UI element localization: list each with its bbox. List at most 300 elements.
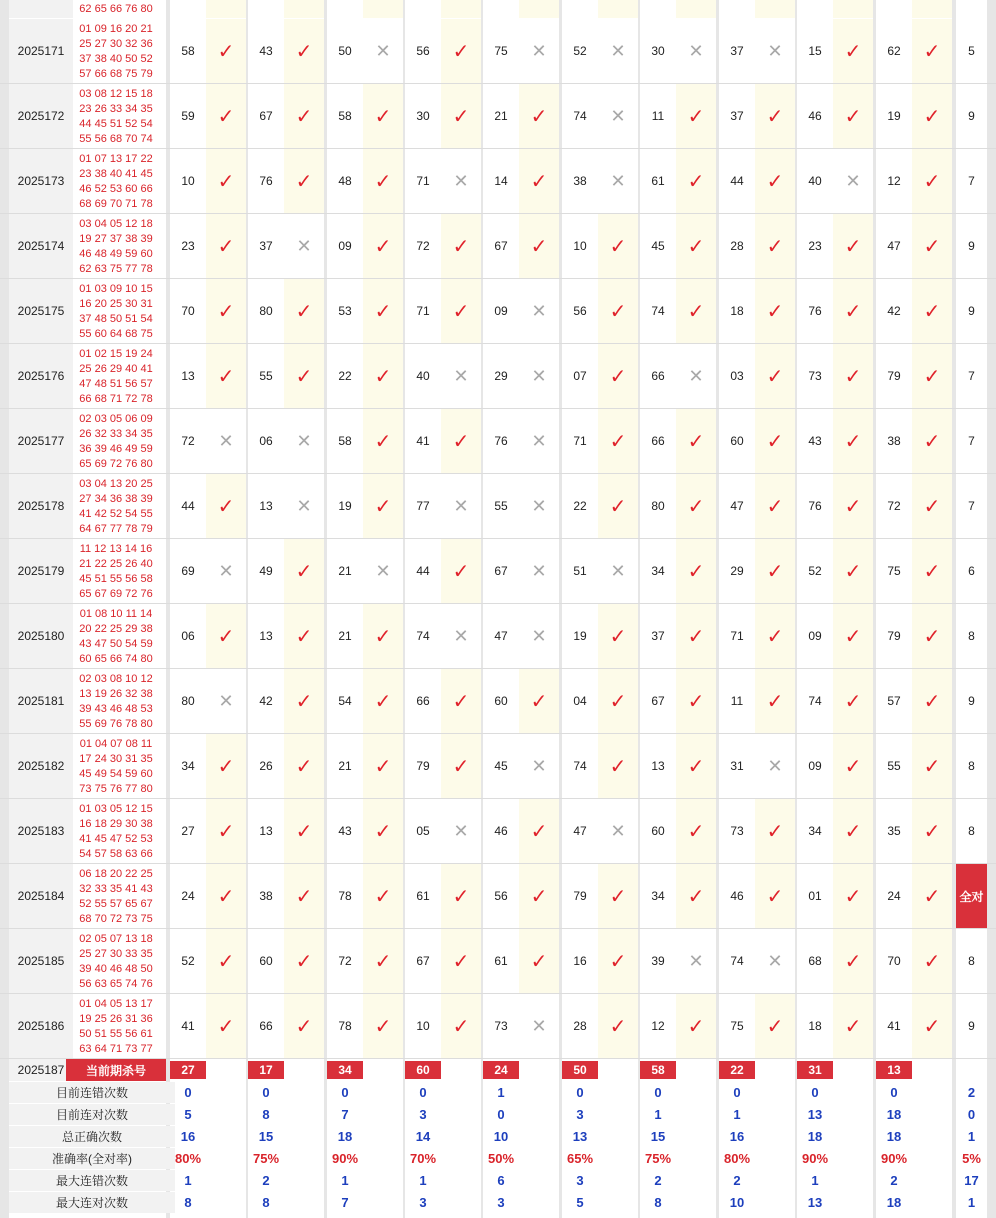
- check-mark-icon: ✓: [833, 344, 873, 408]
- check-mark-icon: ✓: [441, 669, 481, 733]
- stat-value: 3: [576, 1173, 584, 1188]
- hit-total: 9: [968, 239, 975, 253]
- kill-number: 59: [181, 109, 195, 123]
- kill-number: 45: [494, 759, 508, 773]
- check-mark-icon: ✓: [284, 734, 324, 798]
- check-mark-icon: ✓: [912, 409, 952, 473]
- check-mark-icon: ✓: [676, 409, 716, 473]
- issue-number: 2025186: [9, 994, 73, 1058]
- current-kill-number: 50: [562, 1061, 598, 1079]
- kill-number: 61: [494, 954, 508, 968]
- check-mark-icon: ✓: [206, 19, 246, 83]
- kill-number: 72: [416, 239, 430, 253]
- stat-value: 5: [184, 1107, 192, 1122]
- kill-number: 75: [730, 1019, 744, 1033]
- kill-number: 79: [887, 629, 901, 643]
- stat-value: 0: [654, 1085, 662, 1100]
- cross-mark-icon: ✕: [284, 474, 324, 538]
- check-mark-icon: ✓: [598, 279, 638, 343]
- check-mark-icon: ✓: [206, 929, 246, 993]
- kill-number: 18: [808, 1019, 822, 1033]
- kill-number: 43: [259, 44, 273, 58]
- check-mark-icon: ✓: [519, 799, 559, 863]
- winning-numbers-text: 01 07 13 17 22 23 38 40 41 45 46 52 53 60 66 68 69 70 71 78: [79, 152, 153, 210]
- kill-number: 74: [730, 954, 744, 968]
- check-mark-icon: ✓: [363, 669, 403, 733]
- kill-number: 09: [808, 759, 822, 773]
- check-mark-icon: ✓: [441, 409, 481, 473]
- kill-number: 67: [259, 109, 273, 123]
- check-mark-icon: ✓: [441, 214, 481, 278]
- kill-number: 73: [494, 1019, 508, 1033]
- winning-numbers-text: 01 09 16 20 21 25 27 30 32 36 37 38 40 50 52 57 66 68 75 79: [79, 22, 153, 80]
- check-mark-icon: ✓: [912, 84, 952, 148]
- stat-value: 1: [967, 1195, 976, 1210]
- kill-number: 37: [259, 239, 273, 253]
- cross-mark-icon: ✕: [519, 994, 559, 1058]
- check-mark-icon: ✓: [676, 669, 716, 733]
- mark-cell: [363, 0, 403, 18]
- kill-number: 23: [181, 239, 195, 253]
- kill-number: 66: [259, 1019, 273, 1033]
- check-mark-icon: ✓: [206, 279, 246, 343]
- mark-cell: [519, 0, 559, 18]
- kill-number: 80: [181, 694, 195, 708]
- kill-number: 12: [887, 174, 901, 188]
- kill-number: 28: [730, 239, 744, 253]
- current-kill-number: 17: [248, 1061, 284, 1079]
- check-mark-icon: ✓: [755, 474, 795, 538]
- winning-numbers: [66, 214, 166, 278]
- winning-numbers-text: 02 03 08 10 12 13 19 26 32 38 39 43 46 48 53 55 69 76 78 80: [79, 672, 153, 730]
- check-mark-icon: ✓: [363, 214, 403, 278]
- kill-number: 75: [494, 44, 508, 58]
- check-mark-icon: ✓: [833, 864, 873, 928]
- issue-number: 2025172: [9, 84, 73, 148]
- check-mark-icon: ✓: [206, 474, 246, 538]
- stat-value: 3: [419, 1195, 427, 1210]
- cross-mark-icon: ✕: [206, 409, 246, 473]
- check-mark-icon: ✓: [363, 994, 403, 1058]
- kill-number: 67: [651, 694, 665, 708]
- check-mark-icon: ✓: [676, 734, 716, 798]
- stat-value: 0: [184, 1085, 192, 1100]
- kill-number: 47: [573, 824, 587, 838]
- kill-number: 10: [181, 174, 195, 188]
- kill-number: 12: [651, 1019, 665, 1033]
- kill-number: 28: [573, 1019, 587, 1033]
- stat-label: 目前连对次数: [9, 1104, 175, 1125]
- hit-total: 6: [968, 564, 975, 578]
- stat-label: 目前连错次数: [9, 1082, 175, 1103]
- cross-mark-icon: ✕: [441, 474, 481, 538]
- stat-value: 1: [811, 1173, 819, 1188]
- issue-number: 2025171: [9, 19, 73, 83]
- kill-number: 44: [730, 174, 744, 188]
- kill-number: 18: [730, 304, 744, 318]
- stat-value: 16: [180, 1129, 196, 1144]
- check-mark-icon: ✓: [755, 344, 795, 408]
- hit-total: 8: [968, 954, 975, 968]
- check-mark-icon: ✓: [519, 214, 559, 278]
- kill-number: 54: [338, 694, 352, 708]
- check-mark-icon: ✓: [833, 799, 873, 863]
- kill-number: 37: [730, 109, 744, 123]
- kill-number: 30: [416, 109, 430, 123]
- kill-number: 74: [573, 759, 587, 773]
- stat-value: 1: [654, 1107, 662, 1122]
- check-mark-icon: ✓: [676, 149, 716, 213]
- cross-mark-icon: ✕: [676, 19, 716, 83]
- check-mark-icon: ✓: [833, 669, 873, 733]
- kill-number: 42: [887, 304, 901, 318]
- stat-value: 18: [337, 1129, 353, 1144]
- stat-value: 0: [262, 1085, 270, 1100]
- check-mark-icon: ✓: [206, 149, 246, 213]
- kill-number: 76: [259, 174, 273, 188]
- stat-value: 0: [890, 1085, 898, 1100]
- check-mark-icon: ✓: [676, 864, 716, 928]
- hit-total: 9: [968, 109, 975, 123]
- kill-number: 46: [730, 889, 744, 903]
- stat-value: 0: [576, 1085, 584, 1100]
- kill-number: 55: [887, 759, 901, 773]
- kill-number: 16: [573, 954, 587, 968]
- kill-number: 74: [808, 694, 822, 708]
- check-mark-icon: ✓: [833, 929, 873, 993]
- check-mark-icon: ✓: [833, 734, 873, 798]
- check-mark-icon: ✓: [676, 84, 716, 148]
- check-mark-icon: ✓: [598, 929, 638, 993]
- check-mark-icon: ✓: [441, 994, 481, 1058]
- cross-mark-icon: ✕: [833, 149, 873, 213]
- kill-number: 56: [416, 44, 430, 58]
- check-mark-icon: ✓: [519, 84, 559, 148]
- kill-number: 34: [181, 759, 195, 773]
- kill-number: 19: [887, 109, 901, 123]
- cross-mark-icon: ✕: [441, 344, 481, 408]
- kill-number: 56: [573, 304, 587, 318]
- check-mark-icon: ✓: [833, 539, 873, 603]
- check-mark-icon: ✓: [284, 604, 324, 668]
- check-mark-icon: ✓: [519, 864, 559, 928]
- check-mark-icon: ✓: [912, 994, 952, 1058]
- kill-number: 09: [338, 239, 352, 253]
- kill-number: 35: [887, 824, 901, 838]
- current-kill-number: 60: [405, 1061, 441, 1079]
- kill-number: 76: [808, 499, 822, 513]
- hit-total: 5: [968, 44, 975, 58]
- current-kill-number: 27: [170, 1061, 206, 1079]
- stat-value: 5%: [962, 1151, 981, 1166]
- kill-number: 24: [887, 889, 901, 903]
- mark-cell: [755, 0, 795, 18]
- check-mark-icon: ✓: [363, 474, 403, 538]
- stat-label: 总正确次数: [9, 1126, 175, 1147]
- hit-total: 7: [968, 499, 975, 513]
- winning-numbers: [66, 19, 166, 83]
- check-mark-icon: ✓: [676, 604, 716, 668]
- check-mark-icon: ✓: [833, 994, 873, 1058]
- check-mark-icon: ✓: [206, 214, 246, 278]
- kill-number: 58: [181, 44, 195, 58]
- kill-number: 37: [651, 629, 665, 643]
- kill-number: 39: [651, 954, 665, 968]
- stat-value: 1: [733, 1107, 741, 1122]
- hit-total: 9: [968, 1019, 975, 1033]
- cross-mark-icon: ✕: [519, 604, 559, 668]
- winning-numbers: [66, 149, 166, 213]
- winning-numbers-text: 02 05 07 13 18 25 27 30 33 35 39 40 46 48 50 56 63 65 74 76: [79, 932, 153, 990]
- kill-number: 79: [573, 889, 587, 903]
- stat-value: 15: [258, 1129, 274, 1144]
- check-mark-icon: ✓: [284, 799, 324, 863]
- hit-total: 8: [968, 629, 975, 643]
- check-mark-icon: ✓: [912, 344, 952, 408]
- winning-numbers-text: 03 04 13 20 25 27 34 36 38 39 41 42 52 54 55 64 67 77 78 79: [79, 477, 153, 535]
- winning-numbers-text: 01 04 07 08 11 17 24 30 31 35 45 49 54 59 60 73 75 76 77 80: [79, 737, 153, 795]
- mark-cell: [598, 0, 638, 18]
- cross-mark-icon: ✕: [598, 84, 638, 148]
- stat-value: 5: [576, 1195, 584, 1210]
- current-kill-number: 58: [640, 1061, 676, 1079]
- kill-number: 67: [416, 954, 430, 968]
- winning-numbers-text: 01 03 05 12 15 16 18 29 30 38 41 45 47 52 53 54 57 58 63 66: [79, 802, 153, 860]
- check-mark-icon: ✓: [206, 799, 246, 863]
- check-mark-icon: ✓: [912, 539, 952, 603]
- kill-number: 52: [573, 44, 587, 58]
- kill-number: 71: [416, 174, 430, 188]
- kill-number: 77: [416, 499, 430, 513]
- kill-number: 29: [730, 564, 744, 578]
- check-mark-icon: ✓: [519, 149, 559, 213]
- check-mark-icon: ✓: [441, 84, 481, 148]
- check-mark-icon: ✓: [912, 149, 952, 213]
- issue-number: 2025177: [9, 409, 73, 473]
- cross-mark-icon: ✕: [519, 19, 559, 83]
- check-mark-icon: ✓: [206, 604, 246, 668]
- kill-number: 06: [181, 629, 195, 643]
- cross-mark-icon: ✕: [519, 539, 559, 603]
- kill-number: 76: [494, 434, 508, 448]
- cross-mark-icon: ✕: [206, 669, 246, 733]
- kill-number: 05: [416, 824, 430, 838]
- kill-number: 13: [651, 759, 665, 773]
- current-kill-number: 13: [876, 1061, 912, 1079]
- kill-number: 09: [494, 304, 508, 318]
- stat-value: 2: [967, 1085, 976, 1100]
- stat-value: 6: [497, 1173, 505, 1188]
- current-kill-number: 24: [483, 1061, 519, 1079]
- kill-number: 09: [808, 629, 822, 643]
- kill-number: 47: [730, 499, 744, 513]
- check-mark-icon: ✓: [363, 149, 403, 213]
- check-mark-icon: ✓: [912, 604, 952, 668]
- stat-value: 0: [419, 1085, 427, 1100]
- issue-number: 2025182: [9, 734, 73, 798]
- kill-number: 48: [338, 174, 352, 188]
- kill-number: 10: [416, 1019, 430, 1033]
- check-mark-icon: ✓: [363, 929, 403, 993]
- kill-number: 41: [887, 1019, 901, 1033]
- check-mark-icon: ✓: [676, 539, 716, 603]
- winning-numbers: [66, 344, 166, 408]
- kill-number: 78: [338, 889, 352, 903]
- kill-number: 49: [259, 564, 273, 578]
- kill-number: 73: [730, 824, 744, 838]
- issue-number: 2025175: [9, 279, 73, 343]
- kill-number: 60: [259, 954, 273, 968]
- stat-value: 3: [419, 1107, 427, 1122]
- kill-number: 13: [259, 499, 273, 513]
- stat-value: 15: [650, 1129, 666, 1144]
- kill-number: 37: [730, 44, 744, 58]
- check-mark-icon: ✓: [598, 344, 638, 408]
- check-mark-icon: ✓: [363, 604, 403, 668]
- check-mark-icon: ✓: [676, 474, 716, 538]
- check-mark-icon: ✓: [206, 734, 246, 798]
- kill-number: 60: [730, 434, 744, 448]
- issue-number: 2025179: [9, 539, 73, 603]
- stat-value: 18: [807, 1129, 823, 1144]
- check-mark-icon: ✓: [676, 799, 716, 863]
- check-mark-icon: ✓: [441, 864, 481, 928]
- stat-value: 16: [729, 1129, 745, 1144]
- check-mark-icon: ✓: [755, 149, 795, 213]
- kill-number: 42: [259, 694, 273, 708]
- winning-numbers-text: 02 03 05 06 09 26 32 33 34 35 36 39 46 49 59 65 69 72 76 80: [79, 412, 153, 470]
- cross-mark-icon: ✕: [441, 799, 481, 863]
- hit-total: 9: [968, 304, 975, 318]
- check-mark-icon: ✓: [912, 864, 952, 928]
- stat-value: 10: [729, 1195, 745, 1210]
- stat-value: 13: [807, 1195, 823, 1210]
- check-mark-icon: ✓: [598, 474, 638, 538]
- winning-numbers: [66, 734, 166, 798]
- check-mark-icon: ✓: [519, 669, 559, 733]
- kill-number: 71: [416, 304, 430, 318]
- check-mark-icon: ✓: [441, 539, 481, 603]
- issue-number: 2025174: [9, 214, 73, 278]
- kill-number: 38: [887, 434, 901, 448]
- kill-number: 13: [259, 824, 273, 838]
- hit-total: 8: [968, 824, 975, 838]
- check-mark-icon: ✓: [833, 409, 873, 473]
- kill-number: 76: [808, 304, 822, 318]
- issue-number: 2025185: [9, 929, 73, 993]
- kill-number: 50: [338, 44, 352, 58]
- cross-mark-icon: ✕: [441, 604, 481, 668]
- check-mark-icon: ✓: [755, 864, 795, 928]
- stat-value: 0: [967, 1107, 976, 1122]
- check-mark-icon: ✓: [519, 929, 559, 993]
- kill-number: 62: [887, 44, 901, 58]
- stat-value: 18: [886, 1129, 902, 1144]
- kill-number: 79: [887, 369, 901, 383]
- kill-number: 04: [573, 694, 587, 708]
- check-mark-icon: ✓: [363, 799, 403, 863]
- hit-total: 全对: [956, 864, 987, 928]
- kill-number: 38: [259, 889, 273, 903]
- stat-value: 90%: [880, 1151, 908, 1166]
- kill-number: 19: [338, 499, 352, 513]
- check-mark-icon: ✓: [755, 279, 795, 343]
- kill-number: 22: [338, 369, 352, 383]
- kill-number: 72: [887, 499, 901, 513]
- kill-number: 43: [338, 824, 352, 838]
- stat-value: 1: [341, 1173, 349, 1188]
- cross-mark-icon: ✕: [363, 19, 403, 83]
- stat-value: 80%: [723, 1151, 751, 1166]
- kill-number: 44: [416, 564, 430, 578]
- check-mark-icon: ✓: [441, 929, 481, 993]
- kill-number: 41: [416, 434, 430, 448]
- mark-cell: [676, 0, 716, 18]
- mark-cell: [833, 0, 873, 18]
- kill-number: 34: [651, 564, 665, 578]
- kill-number: 66: [416, 694, 430, 708]
- check-mark-icon: ✓: [755, 214, 795, 278]
- stat-value: 8: [184, 1195, 192, 1210]
- check-mark-icon: ✓: [912, 214, 952, 278]
- stat-label: 准确率(全对率): [9, 1148, 175, 1169]
- kill-number: 80: [651, 499, 665, 513]
- stat-value: 2: [733, 1173, 741, 1188]
- check-mark-icon: ✓: [441, 734, 481, 798]
- check-mark-icon: ✓: [833, 279, 873, 343]
- stat-value: 8: [262, 1107, 270, 1122]
- cross-mark-icon: ✕: [598, 19, 638, 83]
- stat-value: 0: [733, 1085, 741, 1100]
- hit-total: 7: [968, 174, 975, 188]
- kill-number: 30: [651, 44, 665, 58]
- current-kill-label: 当前期杀号: [66, 1059, 166, 1081]
- check-mark-icon: ✓: [598, 604, 638, 668]
- kill-number: 51: [573, 564, 587, 578]
- kill-number: 60: [651, 824, 665, 838]
- stat-value: 1: [184, 1173, 192, 1188]
- cross-mark-icon: ✕: [284, 214, 324, 278]
- cross-mark-icon: ✕: [206, 539, 246, 603]
- cross-mark-icon: ✕: [598, 799, 638, 863]
- issue-number: 2025178: [9, 474, 73, 538]
- kill-number: 56: [494, 889, 508, 903]
- stat-value: 2: [262, 1173, 270, 1188]
- cross-mark-icon: ✕: [676, 929, 716, 993]
- stat-value: 0: [497, 1107, 505, 1122]
- stat-value: 7: [341, 1195, 349, 1210]
- kill-number: 27: [181, 824, 195, 838]
- cross-mark-icon: ✕: [755, 734, 795, 798]
- kill-number: 57: [887, 694, 901, 708]
- kill-number: 80: [259, 304, 273, 318]
- check-mark-icon: ✓: [833, 474, 873, 538]
- stat-value: 8: [654, 1195, 662, 1210]
- kill-number: 67: [494, 239, 508, 253]
- kill-number: 71: [573, 434, 587, 448]
- winning-numbers: [66, 864, 166, 928]
- kill-number: 14: [494, 174, 508, 188]
- check-mark-icon: ✓: [363, 84, 403, 148]
- kill-number: 52: [181, 954, 195, 968]
- check-mark-icon: ✓: [206, 344, 246, 408]
- winning-numbers: [66, 539, 166, 603]
- check-mark-icon: ✓: [284, 279, 324, 343]
- kill-number: 21: [338, 564, 352, 578]
- winning-numbers-text: 01 02 15 19 24 25 26 29 40 41 47 48 51 56 57 66 68 71 72 78: [79, 347, 153, 405]
- stat-value: 14: [415, 1129, 431, 1144]
- check-mark-icon: ✓: [363, 409, 403, 473]
